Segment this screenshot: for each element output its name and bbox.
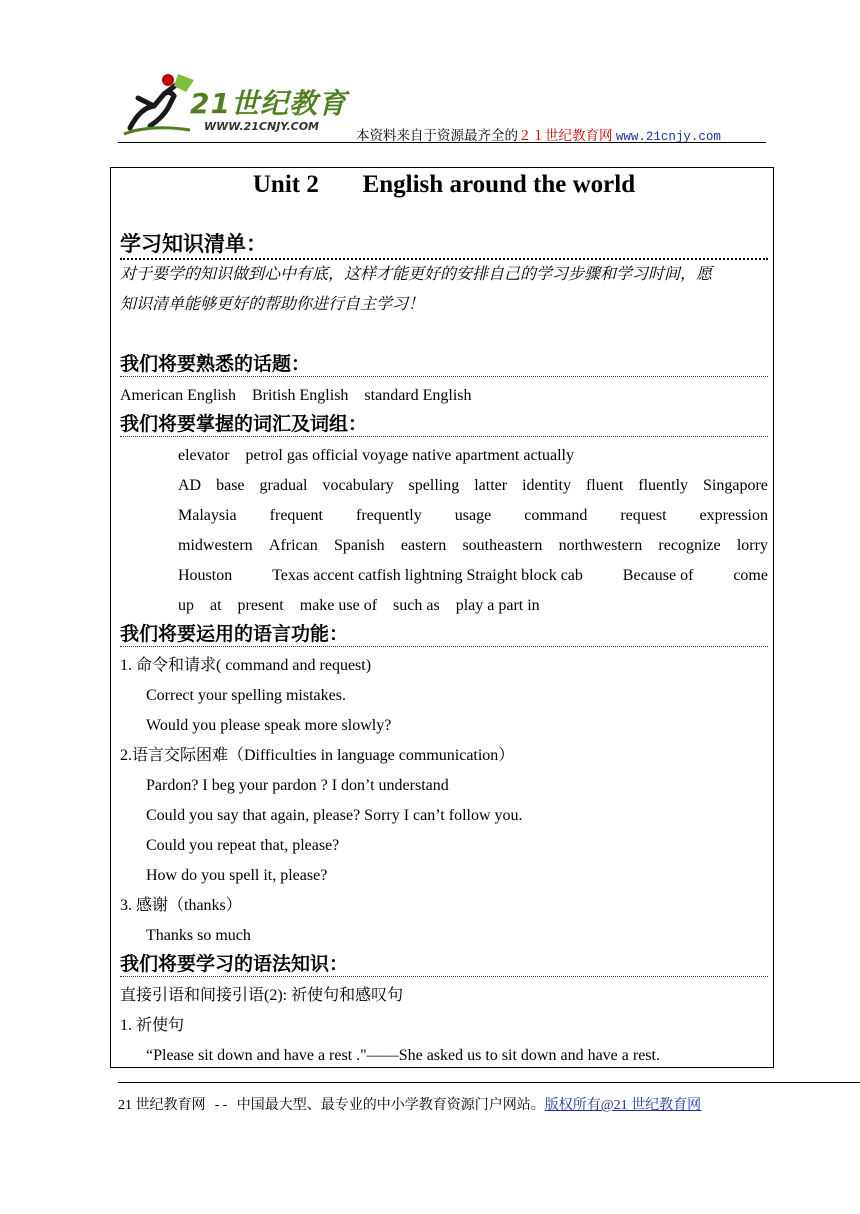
study-list-intro-line-2: 知识清单能够更好的帮助你进行自主学习！ bbox=[120, 296, 425, 313]
vocab-word: midwestern bbox=[178, 537, 253, 554]
section-heading-functions: 我们将要运用的语言功能： bbox=[120, 622, 768, 647]
logo-url: WWW.21CNJY.COM bbox=[204, 120, 319, 133]
section-heading-vocabulary: 我们将要掌握的词汇及词组： bbox=[120, 412, 768, 437]
header-divider bbox=[118, 142, 766, 143]
function-item-1: 1. 命令和请求( command and request) bbox=[120, 657, 372, 674]
content-box bbox=[110, 167, 774, 1068]
vocab-word: Singapore bbox=[703, 477, 768, 494]
function-example: Thanks so much bbox=[146, 927, 251, 944]
vocab-line-4 bbox=[178, 535, 768, 557]
footer-divider bbox=[118, 1082, 860, 1083]
header-source-note bbox=[356, 124, 721, 144]
vocab-word: Texas accent catfish lightning Straight block cab bbox=[272, 567, 583, 584]
vocab-word: come bbox=[733, 567, 768, 584]
vocab-line-5 bbox=[178, 565, 768, 587]
function-example: Would you please speak more slowly? bbox=[146, 717, 392, 734]
function-example: Could you repeat that, please? bbox=[146, 837, 340, 854]
function-example: Could you say that again, please? Sorry I can’t follow you. bbox=[146, 807, 523, 824]
vocab-word: southeastern bbox=[462, 537, 543, 554]
grammar-example: “Please sit down and have a rest ."——She asked us to sit down and have a rest. bbox=[146, 1047, 660, 1064]
topics-list: American English British English standard English bbox=[120, 387, 472, 404]
vocab-word: identity bbox=[522, 477, 571, 494]
page-header bbox=[118, 68, 766, 144]
header-note-brand: ２１世纪教育网 bbox=[518, 128, 613, 143]
function-example: Correct your spelling mistakes. bbox=[146, 687, 346, 704]
section-heading-grammar: 我们将要学习的语法知识： bbox=[120, 952, 768, 977]
page-title: Unit 2 English around the world bbox=[252, 171, 636, 198]
vocab-word: request bbox=[620, 507, 667, 524]
vocab-word: gradual bbox=[259, 477, 308, 494]
vocab-word: AD bbox=[178, 477, 202, 494]
vocab-word: usage bbox=[454, 507, 492, 524]
vocab-word: command bbox=[524, 507, 588, 524]
vocab-line-3 bbox=[178, 505, 768, 527]
footer-site-name: 21 世纪教育网 bbox=[118, 1098, 206, 1113]
vocab-word: African bbox=[268, 537, 318, 554]
vocab-word: frequently bbox=[356, 507, 422, 524]
footer-dashes: -- bbox=[205, 1098, 237, 1113]
vocab-word: Houston bbox=[178, 567, 233, 584]
section-heading-study-list: 学习知识清单： bbox=[120, 230, 768, 260]
vocab-word: expression bbox=[699, 507, 768, 524]
vocab-word: frequent bbox=[269, 507, 323, 524]
section-heading-topics: 我们将要熟悉的话题： bbox=[120, 352, 768, 377]
vocab-line-6: up at present make use of such as play a part in bbox=[178, 597, 540, 614]
page-footer bbox=[118, 1094, 701, 1114]
study-list-intro-line-1: 对于要学的知识做到心中有底，这样才能更好的安排自己的学习步骤和学习时间，愿 bbox=[120, 266, 713, 283]
function-item-3: 3. 感谢（thanks） bbox=[120, 897, 242, 914]
function-example: How do you spell it, please? bbox=[146, 867, 328, 884]
vocab-word: Spanish bbox=[333, 537, 385, 554]
site-logo[interactable] bbox=[120, 68, 360, 138]
vocab-word: eastern bbox=[400, 537, 447, 554]
footer-copyright-link[interactable]: 版权所有@21 世纪教育网 bbox=[544, 1098, 702, 1113]
header-note-prefix: 本资料来自于资源最齐全的 bbox=[356, 128, 518, 143]
footer-description: 中国最大型、最专业的中小学教育资源门户网站。 bbox=[236, 1098, 545, 1113]
vocab-word: recognize bbox=[658, 537, 721, 554]
vocab-word: fluently bbox=[638, 477, 689, 494]
runner-logo-icon bbox=[120, 68, 200, 138]
logo-wordmark: 21世纪教育 bbox=[190, 87, 347, 120]
vocab-word: lorry bbox=[736, 537, 768, 554]
header-note-url[interactable]: www.21cnjy.com bbox=[615, 130, 721, 144]
vocab-word: fluent bbox=[585, 477, 624, 494]
vocab-word: spelling bbox=[408, 477, 460, 494]
grammar-line-1: 直接引语和间接引语(2): 祈使句和感叹句 bbox=[120, 987, 404, 1004]
grammar-line-2: 1. 祈使句 bbox=[120, 1017, 185, 1034]
vocab-word: vocabulary bbox=[322, 477, 394, 494]
vocab-line-2 bbox=[178, 475, 768, 497]
vocab-word: northwestern bbox=[558, 537, 643, 554]
vocab-line-1: elevator petrol gas official voyage native apartment actually bbox=[178, 447, 574, 464]
function-item-2: 2.语言交际困难（Difficulties in language communication） bbox=[120, 747, 515, 764]
vocab-word: Because of bbox=[622, 567, 694, 584]
vocab-word: base bbox=[216, 477, 245, 494]
vocab-word: latter bbox=[474, 477, 508, 494]
vocab-word: Malaysia bbox=[178, 507, 237, 524]
function-example: Pardon? I beg your pardon ? I don’t understand bbox=[146, 777, 449, 794]
